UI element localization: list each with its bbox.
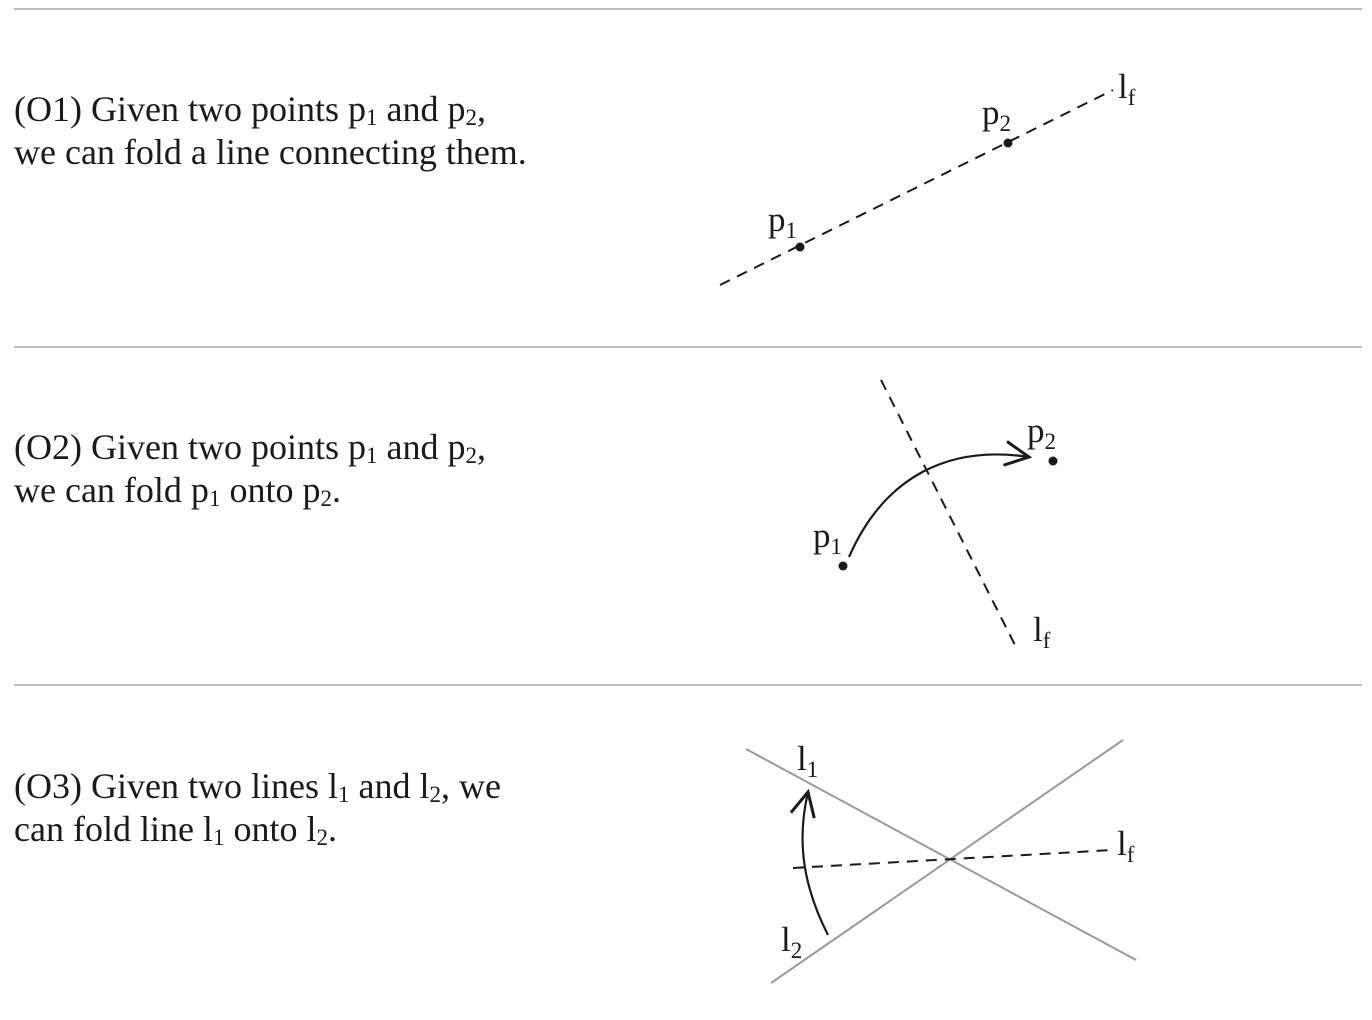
figure-o2 <box>813 380 1058 653</box>
axiom-o3-line1: (O3) Given two lines $l_1$ and $l_2$, we <box>14 766 501 808</box>
point-p1-o2 <box>839 562 848 571</box>
label-lf-o1: $l_f$ <box>1118 67 1136 110</box>
label-p2-o1: $p_2$ <box>982 93 1011 136</box>
fold-arrow-o2 <box>849 454 1029 557</box>
axiom-o2-line2: we can fold $p_1$ onto $p_2$. <box>14 470 341 512</box>
point-p1-o1 <box>796 243 805 252</box>
axiom-o3-label: (O3) <box>14 766 82 806</box>
label-p2-o2: $p_2$ <box>1027 411 1056 454</box>
fold-line-o2 <box>881 380 1015 645</box>
line-l2-o3 <box>771 740 1123 983</box>
label-l2-o3: $l_2$ <box>781 920 803 963</box>
axiom-o1-label: (O1) <box>14 89 82 129</box>
fold-arrow-o3 <box>803 792 828 935</box>
axiom-o3-line2: can fold line $l_1$ onto $l_2$. <box>14 809 337 851</box>
figure-o3 <box>746 739 1136 983</box>
label-p1-o2: $p_1$ <box>813 516 842 559</box>
axiom-o1-line2: we can fold a line connecting them. <box>14 132 527 172</box>
axiom-o1-line1: (O1) Given two points $p_1$ and $p_2$, <box>14 89 486 131</box>
point-p2-o2 <box>1049 457 1058 466</box>
label-l1-o3: $l_1$ <box>797 739 819 782</box>
fold-line-o1 <box>720 90 1113 285</box>
label-lf-o3: $l_f$ <box>1117 824 1135 867</box>
axiom-o2-label: (O2) <box>14 427 82 467</box>
axiom-o2-line1: (O2) Given two points $p_1$ and $p_2$, <box>14 427 486 469</box>
point-p2-o1 <box>1004 139 1013 148</box>
label-lf-o2: $l_f$ <box>1033 610 1051 653</box>
label-p1-o1: $p_1$ <box>768 200 797 243</box>
figure-o1 <box>720 67 1136 285</box>
line-l1-o3 <box>746 749 1136 960</box>
fold-line-o3 <box>793 850 1113 868</box>
